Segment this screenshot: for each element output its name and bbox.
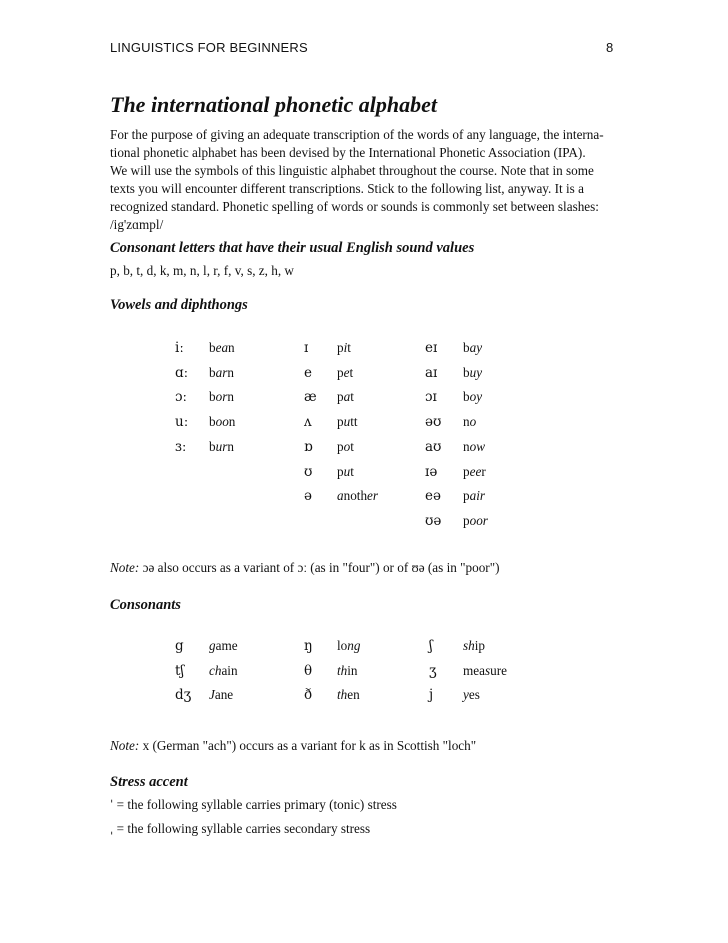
example-text: ain <box>221 662 238 678</box>
primary-stress-mark: ˈ <box>110 798 114 812</box>
intro-line: For the purpose of giving an adequate transcription of the words of any language, the interna- <box>110 127 604 142</box>
example-highlight: air <box>469 488 485 504</box>
example-highlight: s <box>484 662 491 678</box>
vowel-symbol: ɪ <box>304 340 309 356</box>
consonant-symbol: dʒ <box>175 687 192 703</box>
secondary-stress-mark: ˌ <box>110 822 114 836</box>
example-highlight: oor <box>469 512 488 528</box>
example-text: t <box>347 340 351 355</box>
vowel-symbol: e <box>304 364 312 381</box>
example-text: t <box>349 364 354 380</box>
example-highlight: u <box>343 463 351 479</box>
example-text: b <box>209 364 216 380</box>
example-text: p <box>337 463 344 479</box>
example-text: t <box>350 438 354 454</box>
consonant-symbol: tʃ <box>175 662 185 679</box>
example-text: p <box>463 463 470 479</box>
example-text: p <box>337 364 344 380</box>
example-highlight: ur <box>215 438 228 454</box>
vowel-example <box>463 464 486 480</box>
example-text: b <box>209 340 216 355</box>
vowel-example <box>337 340 351 356</box>
consonant-symbol: j <box>429 687 434 703</box>
note-text: ɔə also occurs as a variant of ɔː (as in "four") or of ʊə (as in "poor") <box>142 560 500 575</box>
page-number: 8 <box>606 40 614 55</box>
secondary-stress-text: = the following syllable carries secondary stress <box>113 821 371 836</box>
example-text: b <box>463 364 470 380</box>
intro-line: We will use the symbols of this linguistic alphabet throughout the course. Note that in some <box>110 163 594 178</box>
intro-paragraph <box>110 126 618 234</box>
example-highlight: y <box>463 687 469 702</box>
example-text: b <box>209 389 216 405</box>
consonant-example <box>463 663 507 679</box>
note-label: Note: <box>110 738 140 753</box>
example-text: p <box>463 512 470 528</box>
vowel-symbol: ɪə <box>425 463 438 480</box>
example-text: lo <box>337 638 348 653</box>
vowel-example <box>337 439 354 455</box>
vowel-example <box>337 464 354 480</box>
example-text: es <box>468 687 480 702</box>
example-text: mea <box>463 662 485 678</box>
intro-line: recognized standard. Phonetic spelling of words or sounds is commonly set between slashes: <box>110 199 599 214</box>
vowel-example <box>463 365 482 381</box>
vowel-symbol: eə <box>425 488 441 505</box>
vowel-example <box>463 439 485 455</box>
example-text: p <box>337 389 344 405</box>
example-highlight: oo <box>215 414 229 430</box>
vowel-example <box>209 365 234 381</box>
example-text: ane <box>214 687 234 702</box>
intro-line: tional phonetic alphabet has been devised by the International Phonetic Association (IPA). <box>110 145 586 160</box>
example-text: noth <box>343 488 368 504</box>
vowel-example <box>463 340 482 356</box>
example-text: b <box>209 438 216 454</box>
consonant-symbol: ŋ <box>304 638 313 654</box>
consonants-heading: Consonants <box>110 597 181 613</box>
example-text: n <box>227 364 234 380</box>
example-highlight: o <box>343 438 351 454</box>
example-highlight: u <box>343 414 351 430</box>
example-text: n <box>227 389 234 405</box>
consonant-example <box>463 687 480 703</box>
page-title: The international phonetic alphabet <box>110 92 437 117</box>
note-vowels <box>110 560 499 576</box>
consonant-symbol: ð <box>304 687 313 703</box>
consonant-example <box>337 663 358 679</box>
vowel-example <box>463 389 482 405</box>
vowel-example <box>463 414 476 430</box>
consonant-example <box>463 638 485 654</box>
example-highlight: oy <box>469 389 483 405</box>
example-text: p <box>463 488 470 504</box>
example-highlight: th <box>337 687 348 702</box>
vowel-symbol: aɪ <box>425 364 438 381</box>
vowel-symbol: ɒ <box>304 438 313 455</box>
consonant-letters-heading: Consonant letters that have their usual English sound values <box>110 240 475 256</box>
vowel-example <box>209 439 234 455</box>
example-highlight: uy <box>469 364 483 380</box>
example-highlight: J <box>209 687 215 702</box>
vowel-symbol: əʊ <box>425 414 442 431</box>
vowel-symbol: ʊ <box>304 463 313 480</box>
vowel-symbol: eɪ <box>425 340 438 356</box>
stress-primary <box>110 797 397 813</box>
note-text: x (German "ach") occurs as a variant for k as in Scottish "loch" <box>142 738 477 753</box>
vowel-symbol: ɜː <box>175 438 187 455</box>
vowel-example <box>337 365 353 381</box>
example-text: t <box>350 463 354 479</box>
example-text: ure <box>490 662 507 678</box>
example-text: p <box>337 438 344 454</box>
example-highlight: o <box>469 414 477 430</box>
vowel-example <box>209 389 234 405</box>
consonant-symbol: ʃ <box>429 638 433 654</box>
vowel-symbol: æ <box>304 389 317 406</box>
example-text: n <box>463 414 470 430</box>
example-text: tt <box>350 414 358 430</box>
consonant-letters-list: p, b, t, d, k, m, n, l, r, f, v, s, z, h, w <box>110 263 294 278</box>
intro-line: texts you will encounter different transcriptions. Stick to the following list, anyway. It is a <box>110 181 584 196</box>
vowel-symbol: ɔɪ <box>425 389 437 406</box>
consonant-example <box>209 687 233 703</box>
intro-line: /ig'zɑmpl/ <box>110 217 164 232</box>
vowel-symbol: uː <box>175 414 189 431</box>
example-text: n <box>463 438 470 454</box>
example-text: n <box>227 438 234 454</box>
vowel-example <box>337 488 378 504</box>
example-highlight: ow <box>469 438 485 454</box>
vowel-symbol: ɑː <box>175 364 189 381</box>
example-text: n <box>228 414 236 430</box>
vowel-symbol: ʊə <box>425 512 442 529</box>
example-text: ip <box>474 638 485 653</box>
consonant-symbol: ʒ <box>429 662 437 679</box>
example-text: b <box>209 414 216 430</box>
vowel-example <box>209 414 235 430</box>
consonant-symbol: θ <box>304 662 313 679</box>
example-text: p <box>337 414 344 430</box>
example-highlight: a <box>337 488 344 504</box>
example-highlight: ar <box>215 364 228 380</box>
example-highlight: th <box>337 662 348 678</box>
note-label: Note: <box>110 560 140 575</box>
example-highlight: ay <box>469 340 483 355</box>
vowels-heading: Vowels and diphthongs <box>110 297 248 313</box>
note-consonants <box>110 738 476 754</box>
vowel-symbol: ə <box>304 488 312 505</box>
example-text: ame <box>215 638 238 653</box>
running-header: LINGUISTICS FOR BEGINNERS <box>110 40 308 55</box>
vowel-example <box>337 414 358 430</box>
example-highlight: ng <box>347 638 361 653</box>
vowel-symbol: ʌ <box>304 414 312 431</box>
vowel-symbol: aʊ <box>425 438 442 455</box>
example-text: in <box>347 662 358 678</box>
example-highlight: er <box>367 488 379 504</box>
vowel-symbol: iː <box>175 340 184 356</box>
example-text: t <box>350 389 354 405</box>
example-highlight: i <box>343 340 348 355</box>
example-highlight: ea <box>215 340 229 355</box>
primary-stress-text: = the following syllable carries primary (tonic) stress <box>113 797 397 812</box>
consonant-example <box>209 663 238 679</box>
example-highlight: sh <box>463 638 475 653</box>
stress-heading: Stress accent <box>110 774 188 790</box>
vowel-example <box>463 513 488 529</box>
stress-secondary <box>110 821 370 837</box>
example-highlight: a <box>343 389 351 405</box>
example-highlight: or <box>215 389 228 405</box>
vowel-example <box>463 488 485 504</box>
vowel-symbol: ɔː <box>175 389 188 406</box>
consonant-example <box>209 638 238 654</box>
example-text: en <box>347 687 360 702</box>
example-highlight: ch <box>209 662 222 678</box>
example-highlight: e <box>343 364 350 380</box>
consonant-example <box>337 638 360 654</box>
example-text: b <box>463 389 470 405</box>
consonant-symbol: g <box>175 638 184 654</box>
example-text: b <box>463 340 470 355</box>
vowel-example <box>337 389 354 405</box>
example-highlight: ee <box>469 463 482 479</box>
example-text: r <box>481 463 486 479</box>
example-text: n <box>228 340 235 355</box>
example-highlight: g <box>209 638 216 653</box>
consonant-example <box>337 687 360 703</box>
example-text: p <box>337 340 344 355</box>
vowel-example <box>209 340 235 356</box>
